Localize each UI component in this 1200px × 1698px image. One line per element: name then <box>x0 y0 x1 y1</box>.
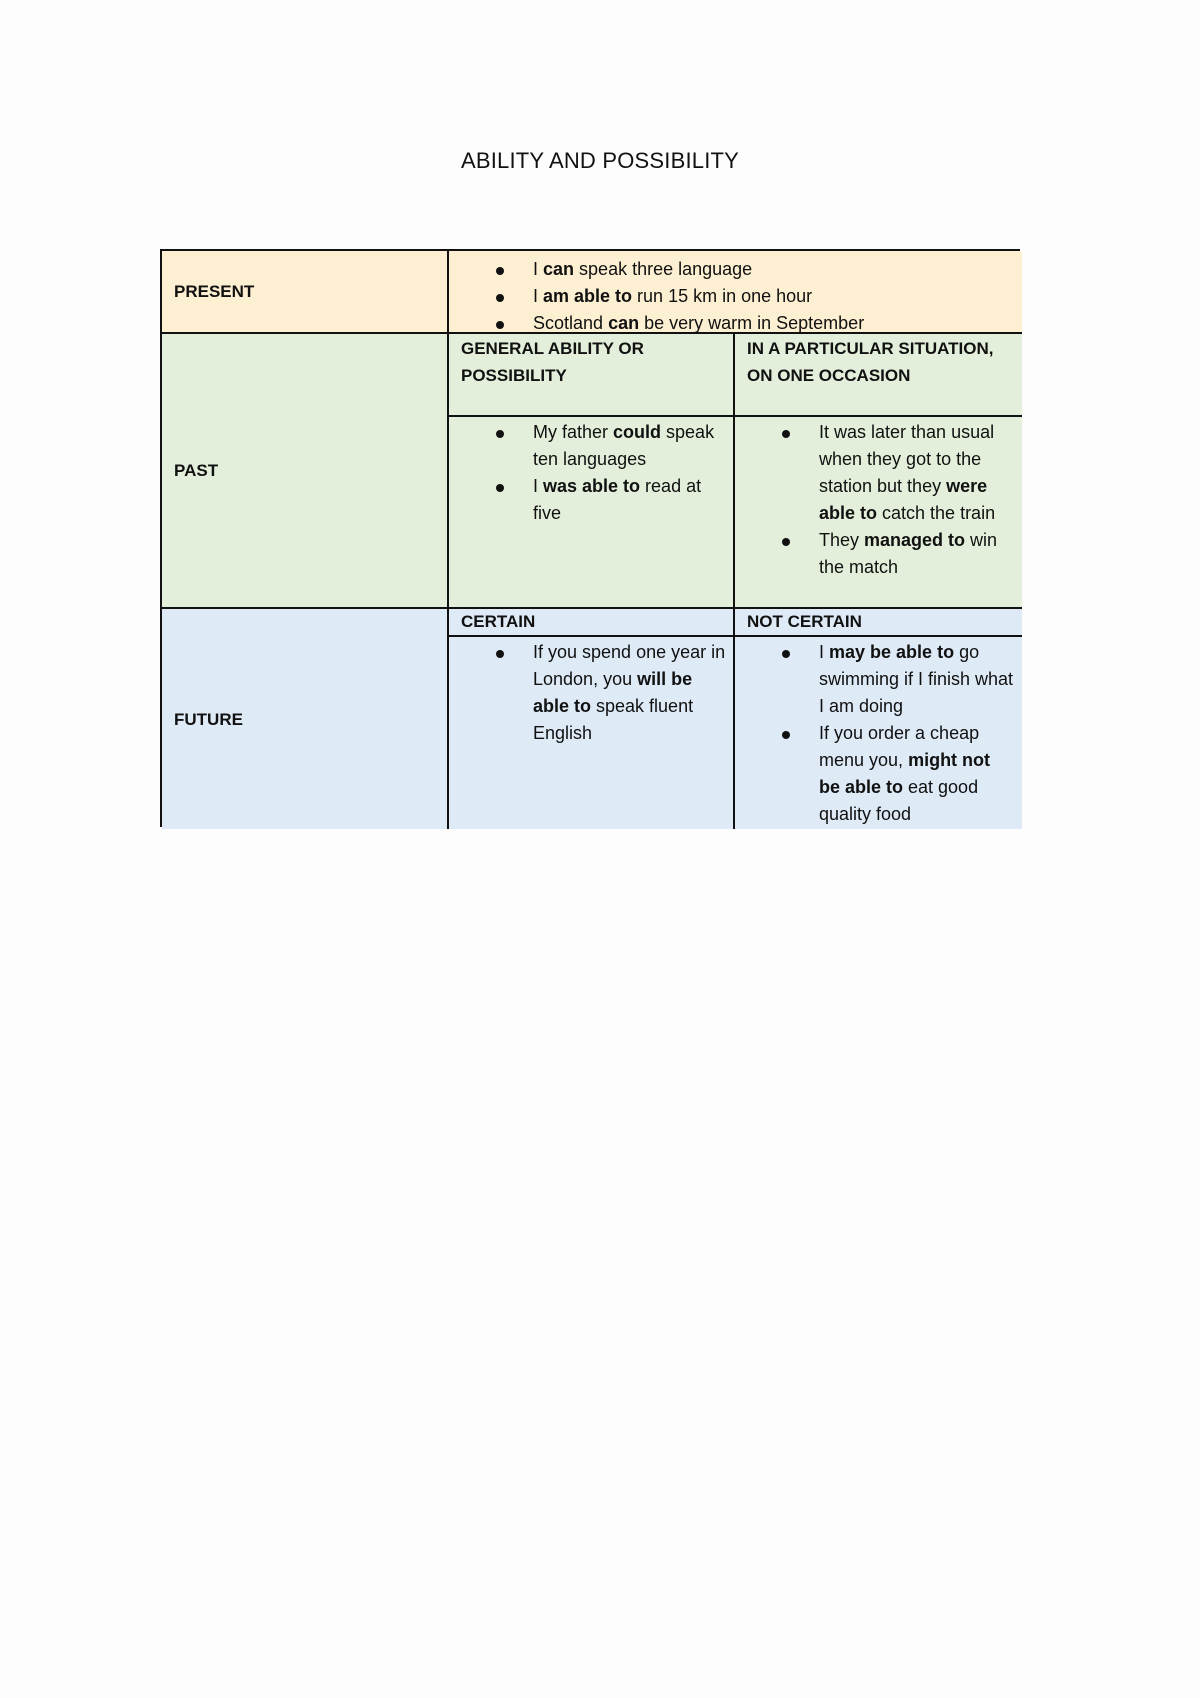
text-bold: could <box>613 422 662 442</box>
past-header-general: GENERAL ABILITY OR POSSIBILITY <box>449 334 735 417</box>
text-pre: I <box>533 476 544 496</box>
text-bold: can <box>608 313 640 333</box>
text-post: read at five <box>533 476 702 523</box>
text-post: speak fluent English <box>533 696 694 743</box>
list-item <box>449 473 727 527</box>
list-item <box>735 527 1016 581</box>
text-pre: Scotland <box>533 313 609 333</box>
text-bold: might not be able to <box>819 750 991 797</box>
text-post: catch the train <box>877 503 996 523</box>
past-general-list <box>449 417 733 527</box>
text-post: win the match <box>819 530 998 577</box>
text-pre: If you order a cheap menu you, <box>819 723 980 770</box>
bullet-icon <box>496 294 504 302</box>
text-bold: were able to <box>819 476 988 523</box>
text-bold: can <box>543 259 575 279</box>
text-pre: It was later than usual when they got to the station but they <box>819 422 995 496</box>
future-certain-list <box>449 637 733 747</box>
list-item <box>735 419 1016 527</box>
list-item <box>735 720 1016 828</box>
future-header-not-certain: NOT CERTAIN <box>735 609 1022 637</box>
bullet-icon <box>496 267 504 275</box>
bullet-icon <box>782 650 790 658</box>
text-pre: I <box>533 286 544 306</box>
text-post: run 15 km in one hour <box>632 286 813 306</box>
text-pre: I <box>819 642 830 662</box>
text-bold: may be able to <box>829 642 955 662</box>
text-post: eat good quality food <box>819 777 979 824</box>
future-not-certain-list <box>735 637 1022 828</box>
list-item <box>449 283 1016 310</box>
text-post: be very warm in September <box>639 313 865 333</box>
past-header-particular: IN A PARTICULAR SITUATION, ON ONE OCCASION <box>735 334 1022 417</box>
present-examples <box>449 251 1022 334</box>
past-particular-examples <box>735 417 1022 609</box>
bullet-icon <box>496 650 504 658</box>
row-label-future: FUTURE <box>162 609 449 829</box>
text-bold: was able to <box>543 476 641 496</box>
list-item <box>449 310 1016 334</box>
list-item <box>735 639 1016 720</box>
text-bold: managed to <box>864 530 966 550</box>
present-list <box>449 254 1022 334</box>
text-pre: I <box>533 259 544 279</box>
past-general-examples <box>449 417 735 609</box>
text-bold: am able to <box>543 286 633 306</box>
text-post: go swimming if I finish what I am doing <box>819 642 1014 716</box>
text-pre: They <box>819 530 865 550</box>
bullet-icon <box>782 430 790 438</box>
list-item <box>449 256 1016 283</box>
future-not-certain-examples <box>735 637 1022 829</box>
list-item <box>449 639 727 747</box>
bullet-icon <box>496 484 504 492</box>
text-post: speak ten languages <box>533 422 715 469</box>
text-bold: will be able to <box>533 669 693 716</box>
text-pre: If you spend one year in London, you <box>533 642 726 689</box>
row-label-present: PRESENT <box>162 251 449 334</box>
list-item <box>449 419 727 473</box>
page-title: ABILITY AND POSSIBILITY <box>460 148 740 173</box>
bullet-icon <box>782 731 790 739</box>
row-label-past: PAST <box>162 334 449 609</box>
text-pre: My father <box>533 422 614 442</box>
bullet-icon <box>496 321 504 329</box>
ability-possibility-table <box>160 249 1020 827</box>
bullet-icon <box>496 430 504 438</box>
past-particular-list <box>735 417 1022 581</box>
bullet-icon <box>782 538 790 546</box>
text-post: speak three language <box>574 259 753 279</box>
future-header-certain: CERTAIN <box>449 609 735 637</box>
future-certain-examples <box>449 637 735 829</box>
